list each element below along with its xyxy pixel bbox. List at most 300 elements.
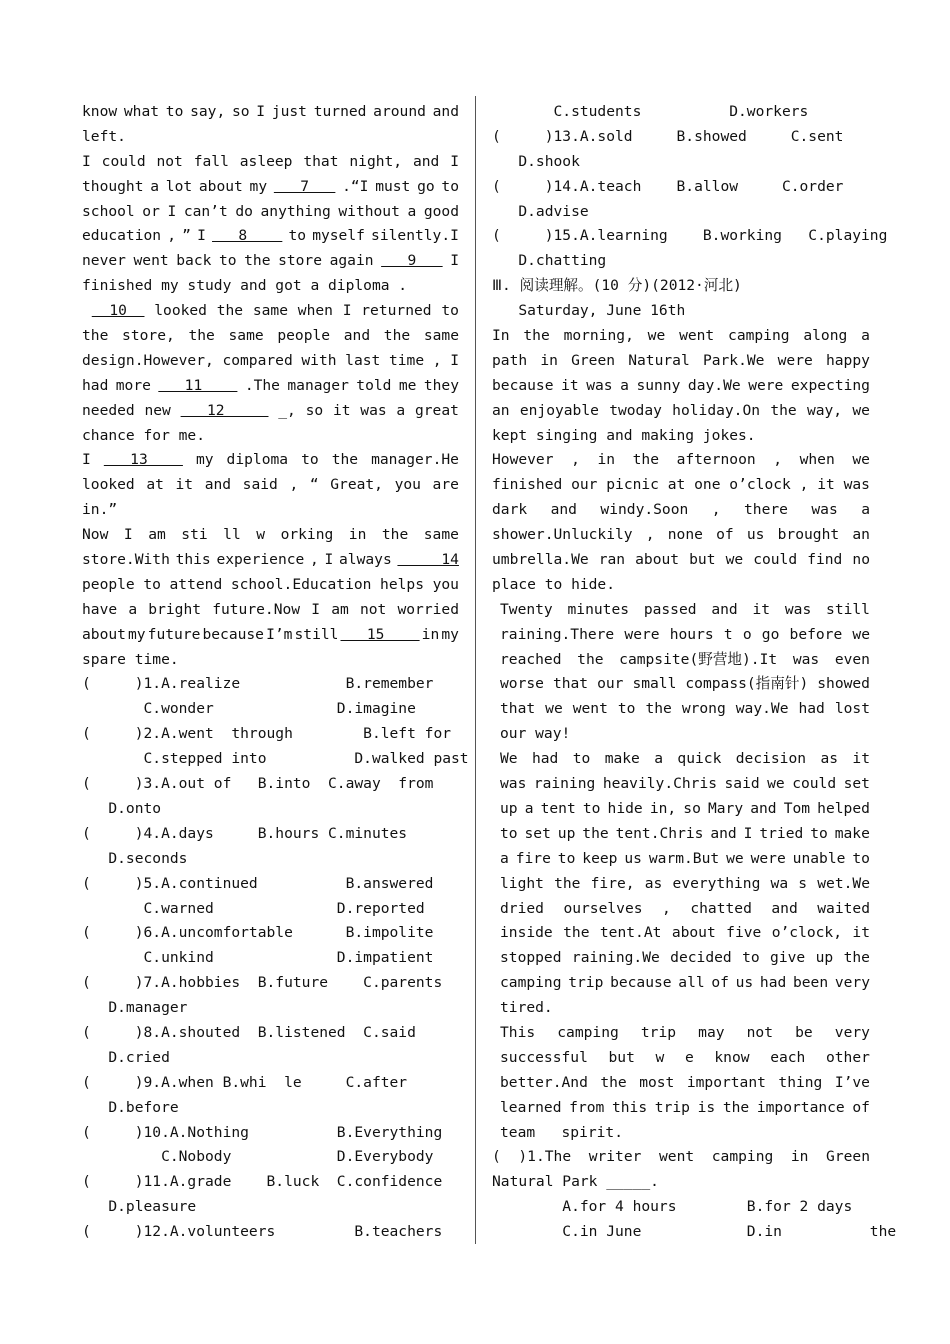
text-word: worried [397, 600, 459, 618]
text-word: and [550, 501, 577, 519]
text-word: we [852, 451, 870, 469]
text-word: do [235, 202, 253, 220]
text-line [82, 224, 459, 249]
text-word: it [175, 476, 194, 494]
text-word: better.And [500, 1073, 588, 1091]
text-word: quick [677, 750, 722, 768]
text-word: ourselves [563, 899, 643, 917]
text-line [492, 872, 870, 897]
text-word: finished [492, 476, 563, 494]
text-word: because [492, 376, 554, 394]
text-word: I [82, 152, 91, 170]
text-word: and [750, 799, 777, 817]
text-word: future [147, 625, 201, 643]
text-word: small [632, 675, 677, 693]
text-word: the [563, 924, 590, 942]
text-word: we [852, 625, 870, 643]
text-line [82, 1220, 459, 1245]
text-word: about [635, 551, 680, 569]
text-word: to [617, 700, 636, 718]
text-word: they [423, 376, 459, 394]
text-word: future.Now [212, 600, 301, 618]
text-word: you [394, 476, 421, 494]
answer-blank: 15 [340, 625, 420, 643]
text-word: , [711, 501, 721, 519]
text-word: to [441, 302, 459, 320]
text-line [82, 1046, 459, 1071]
text-line [82, 747, 469, 772]
text-line [492, 797, 870, 822]
text-word: up [557, 824, 576, 842]
text-word: that [552, 675, 589, 693]
text-word: so [231, 103, 250, 120]
text-word: was [811, 501, 838, 519]
text-word: am [148, 526, 166, 544]
text-word: am [331, 600, 349, 618]
text-word: ll [223, 526, 241, 544]
text-word: still [294, 625, 339, 643]
text-segment: ( )3.A.out of B.into C.away from [82, 775, 434, 793]
text-segment: C.unkind D.impatient [82, 949, 434, 967]
text-segment: ( )13.A.sold B.showed C.sent [492, 127, 844, 145]
text-segment: C.wonder D.imagine [82, 700, 416, 718]
text-word: fire, [590, 874, 635, 892]
text-line [82, 1096, 459, 1121]
text-word: we [647, 327, 666, 345]
text-line [492, 399, 870, 424]
text-word: this [611, 1098, 648, 1116]
text-word: was [843, 476, 870, 494]
text-word: tent [540, 799, 576, 817]
text-word: o [742, 625, 752, 643]
text-line [492, 897, 870, 922]
text-word: This [500, 1023, 536, 1041]
text-segment: team spirit. [500, 1123, 624, 1141]
text-segment: C.warned D.reported [82, 899, 425, 917]
text-segment: ( )2.A.went through B.left for [82, 725, 452, 743]
text-line [492, 424, 870, 449]
text-word: find [807, 551, 843, 569]
text-word: dried [500, 899, 544, 917]
text-line [492, 448, 870, 473]
text-line [82, 349, 459, 374]
text-line [492, 697, 870, 722]
text-word: was [586, 376, 613, 394]
text-word: store [278, 252, 323, 270]
text-word: night, [349, 152, 403, 170]
text-word: I [324, 551, 334, 569]
text-line [82, 100, 459, 125]
text-line [82, 1021, 459, 1046]
text-line [492, 150, 870, 175]
text-word: was [784, 600, 812, 618]
text-word: without [338, 202, 400, 220]
text-line [492, 722, 870, 747]
text-line [82, 921, 459, 946]
text-word: make [834, 824, 870, 842]
answer-blank: 12 [180, 401, 269, 419]
text-segment: Ⅲ. 阅读理解。(10 分)(2012·河北) [492, 277, 742, 295]
text-word: in [421, 625, 440, 643]
text-word: thought [82, 177, 144, 195]
text-word: in [540, 351, 558, 369]
text-word: told [356, 376, 392, 394]
text-word: a [861, 501, 870, 519]
text-word: brought [777, 526, 840, 544]
text-word: to [301, 451, 319, 469]
text-word: shower.Unluckily [492, 526, 633, 544]
text-word: warm.But [648, 849, 720, 867]
text-word: turned [313, 103, 367, 120]
text-word: I [167, 202, 177, 220]
text-word: to [852, 849, 870, 867]
text-line [82, 200, 459, 225]
text-word: manager.He [371, 451, 459, 469]
text-word: were [750, 849, 786, 867]
text-segment: D.shook [492, 152, 580, 170]
text-word: my [128, 625, 146, 643]
text-line [82, 623, 459, 648]
text-line [492, 996, 870, 1021]
text-word: trip [654, 1098, 690, 1116]
text-word: what [123, 103, 160, 120]
text-word: thing [778, 1073, 823, 1091]
text-line [82, 897, 459, 922]
text-word: camping [711, 1148, 774, 1166]
text-word: to [500, 824, 518, 842]
text-word: orking [280, 526, 334, 544]
text-word: very [834, 974, 870, 992]
text-word: there [744, 501, 788, 519]
text-word: fire [515, 849, 551, 867]
text-word: again [329, 252, 374, 270]
text-word: camping [557, 1023, 619, 1041]
text-segment: spare time. [82, 650, 179, 668]
text-word: know [714, 1048, 750, 1066]
text-word: stopped [500, 949, 562, 967]
text-line [492, 747, 870, 772]
text-word: you [432, 575, 459, 593]
text-word: to [218, 252, 237, 270]
text-word: not [746, 1023, 773, 1041]
text-line [82, 1195, 459, 1220]
text-line [492, 772, 870, 797]
text-word: an [852, 526, 870, 544]
text-line [82, 299, 459, 324]
text-word: to [742, 949, 760, 967]
text-word: are [432, 476, 459, 494]
text-word: when [297, 302, 333, 320]
text-segment: ( )7.A.hobbies B.future C.parents [82, 974, 443, 992]
text-word: about [671, 924, 716, 942]
text-word: had [798, 700, 825, 718]
text-word: and [204, 476, 232, 494]
text-word: inside [500, 924, 553, 942]
text-word: compass(指南针) [685, 675, 809, 693]
text-word: so [305, 401, 324, 419]
text-word: I’ve [834, 1073, 870, 1091]
column-divider [475, 96, 476, 1244]
text-segment: C.students D.workers [492, 103, 809, 120]
text-segment: in.” [82, 501, 118, 519]
text-word: the [383, 327, 411, 345]
text-segment: D.seconds [82, 849, 188, 867]
text-segment: D.manager [82, 999, 188, 1017]
text-segment: C.Nobody D.Everybody [82, 1148, 434, 1166]
text-word: and [710, 824, 737, 842]
text-word: had [82, 376, 109, 394]
text-word: reached [500, 650, 562, 668]
text-word: Park.We [702, 351, 765, 369]
text-line [82, 772, 459, 797]
answer-blank: 13 [103, 451, 183, 469]
text-line [82, 548, 459, 573]
text-word: myself [312, 227, 365, 245]
text-line [492, 672, 870, 697]
answer-blank: 8 [212, 227, 283, 245]
text-word: .The [244, 376, 280, 394]
text-word: in [597, 451, 616, 469]
text-word: returned [361, 302, 432, 320]
text-segment: ( )9.A.when B.whi le C.after [82, 1073, 408, 1091]
text-word: wet.We [817, 874, 870, 892]
text-word: asleep [239, 152, 293, 170]
text-word: camping [500, 974, 562, 992]
text-word: importance [756, 1098, 845, 1116]
text-word: and [412, 152, 440, 170]
text-word: windy.Soon [600, 501, 689, 519]
text-word: a [128, 600, 138, 618]
text-word: but [689, 551, 716, 569]
text-word: a [150, 177, 160, 195]
text-line [492, 498, 870, 523]
text-word: day.We [687, 376, 741, 394]
text-line [492, 523, 870, 548]
text-line [492, 1195, 870, 1220]
text-line [492, 1071, 870, 1096]
text-word: go [417, 177, 435, 195]
text-word: sunny [636, 376, 681, 394]
right-text-column [492, 100, 897, 1245]
text-line [492, 374, 870, 399]
text-word: always [339, 551, 392, 569]
text-word: we [545, 700, 563, 718]
text-word: showed [817, 675, 870, 693]
text-word: ( [492, 1148, 501, 1166]
text-word: new [144, 401, 171, 419]
text-word: a [396, 401, 406, 419]
text-word: I [743, 824, 753, 842]
text-segment: our way! [500, 725, 571, 743]
text-word: decision [735, 750, 807, 768]
text-word: waited [817, 899, 870, 917]
text-word: bright [148, 600, 202, 618]
text-line [492, 175, 870, 200]
text-word: as [644, 874, 663, 892]
text-line [492, 623, 870, 648]
text-word: education [82, 227, 162, 245]
text-word: everything [672, 874, 761, 892]
text-word: could [792, 775, 837, 793]
text-segment: D.advise [492, 202, 589, 220]
text-word: , [571, 451, 580, 469]
text-line [82, 573, 459, 598]
text-word: holiday.On [672, 401, 761, 419]
text-line [82, 1071, 459, 1096]
text-word: a [861, 327, 870, 345]
text-word: the [632, 451, 659, 469]
text-word: had [531, 750, 559, 768]
text-line [492, 200, 870, 225]
text-word: more [115, 376, 151, 394]
text-word: we [726, 849, 744, 867]
text-word: dark [492, 501, 528, 519]
text-line [492, 1145, 870, 1170]
text-word: other [825, 1048, 870, 1066]
text-word: the [554, 874, 581, 892]
text-word: successful [500, 1048, 588, 1066]
text-word: I [197, 227, 206, 245]
text-word: , [167, 227, 177, 245]
text-word: Twenty [500, 600, 553, 618]
text-word: manager [287, 376, 349, 394]
text-word: ran [598, 551, 626, 569]
text-word: set [524, 824, 551, 842]
text-word: our [571, 476, 598, 494]
text-word: lot [165, 177, 193, 195]
text-word: silently.I [371, 227, 459, 245]
text-word: I [450, 152, 459, 170]
text-word: learned [500, 1098, 562, 1116]
text-word: camping [728, 327, 790, 345]
text-line [492, 946, 870, 971]
text-word: store, [122, 327, 175, 345]
text-line [82, 498, 459, 523]
text-word: way.We [735, 700, 789, 718]
text-word: However [492, 451, 554, 469]
text-word: back [176, 252, 212, 270]
text-word: umbrella.We [492, 551, 589, 569]
text-line [82, 523, 459, 548]
text-line [492, 324, 870, 349]
text-segment: ( )10.A.Nothing B.Everything [82, 1123, 443, 1141]
text-line [82, 424, 459, 449]
text-word: never [82, 252, 126, 270]
text-word: unable [792, 849, 846, 867]
text-word: Natural [628, 351, 690, 369]
text-word: , [289, 476, 299, 494]
text-word: before [789, 625, 843, 643]
text-segment: tired. [500, 999, 553, 1017]
text-word: is [697, 1098, 716, 1116]
text-word: helps [380, 575, 424, 593]
text-word: the [582, 824, 609, 842]
text-word: be [795, 1023, 813, 1041]
text-word: .“I [342, 177, 369, 195]
text-line [82, 822, 459, 847]
text-word: said [724, 775, 760, 793]
text-word: I’m [266, 625, 293, 643]
text-line [492, 847, 870, 872]
text-segment: chance for me. [82, 426, 206, 444]
answer-blank: 14 [397, 551, 459, 569]
text-segment: D.pleasure [82, 1198, 197, 1216]
text-word: ” [182, 227, 191, 245]
text-word: have [82, 600, 118, 618]
text-word: needed [82, 401, 135, 419]
text-word: as [820, 750, 839, 768]
text-line [492, 1170, 870, 1195]
text-line [492, 1046, 870, 1071]
text-word: can’t [183, 202, 228, 220]
text-word: time [388, 351, 425, 369]
text-line [492, 249, 870, 274]
text-segment: ( )11.A.grade B.luck C.confidence [82, 1173, 443, 1191]
text-word: of [711, 974, 729, 992]
text-segment: ( )4.A.days B.hours C.minutes [82, 824, 408, 842]
text-word: so [683, 799, 701, 817]
text-word: say, [190, 103, 226, 120]
text-word: sti [181, 526, 208, 544]
text-word: because [202, 625, 264, 643]
text-word: but [608, 1048, 635, 1066]
text-word: same [252, 302, 289, 320]
text-word: good [423, 202, 459, 220]
text-word: was [500, 775, 527, 793]
text-word: must [375, 177, 411, 195]
text-line [492, 1096, 870, 1121]
text-word: a [654, 750, 664, 768]
text-word: the [331, 451, 359, 469]
text-line [492, 125, 870, 150]
text-line [492, 1021, 870, 1046]
text-line [492, 921, 870, 946]
text-line [82, 1121, 459, 1146]
text-segment: D.chatting [492, 252, 607, 270]
text-word: picnic [606, 476, 659, 494]
text-word: compared [222, 351, 293, 369]
text-word: the [722, 1098, 750, 1116]
text-word: to [582, 799, 601, 817]
text-word: the [381, 526, 409, 544]
text-word: e [684, 1048, 694, 1066]
text-word: not [156, 152, 183, 170]
text-word: in, [649, 799, 677, 817]
text-word: design.However, [82, 351, 214, 369]
text-word: were [777, 351, 813, 369]
answer-blank: 9 [381, 252, 443, 270]
text-line [82, 946, 459, 971]
text-line [492, 648, 870, 673]
text-word: it [852, 924, 870, 942]
text-word: We [500, 750, 518, 768]
text-line [82, 996, 459, 1021]
text-word: my [195, 451, 214, 469]
text-word: , [432, 351, 442, 369]
text-word: the [523, 327, 550, 345]
text-word: I [82, 451, 91, 469]
text-segment: ( )6.A.uncomfortable B.impolite [82, 924, 434, 942]
text-segment: Saturday, June 16th [492, 302, 686, 320]
text-word: Tom [783, 799, 811, 817]
text-word: worse [500, 675, 544, 693]
text-word: I [450, 252, 459, 270]
text-word: in [790, 1148, 809, 1166]
text-word: to [143, 575, 161, 593]
text-word: my [249, 177, 268, 195]
text-word: people [277, 327, 331, 345]
text-word: o’clock [729, 476, 791, 494]
